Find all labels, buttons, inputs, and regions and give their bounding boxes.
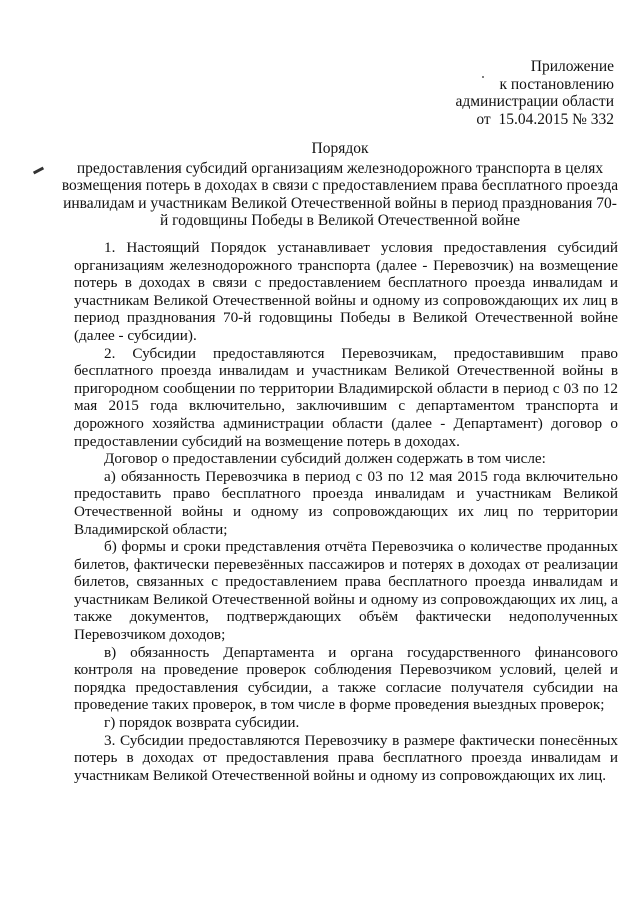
annex-line-3: администрации области (455, 93, 614, 110)
clause-v: в) обязанность Департамента и органа государственного финансового контроля на проведение проверок соблюдения Перевозчиком условий, целей и порядка предоставления субсидии, а также согласие получателя субсидии на проведение таких проверок, в том числе в форме проведения выездных проверок; (74, 643, 618, 714)
paragraph-2-intro: Договор о предоставлении субсидий должен содержать в том числе: (104, 450, 546, 468)
annex-line-4: от 15.04.2015 № 332 (476, 110, 614, 128)
pen-mark (33, 167, 44, 175)
document-title (60, 140, 620, 230)
clause-a: а) обязанность Перевозчика в период с 03 по 12 мая 2015 года включительно предоставить право бесплатного проезда инвалидам и участникам Великой Отечественной войны и одному из сопровождающих их лиц по территории Владимирской области; (74, 467, 618, 538)
annex-block (455, 58, 614, 128)
title-heading: Порядок (311, 140, 369, 157)
document-body (74, 239, 618, 784)
paragraph-3: 3. Субсидии предоставляются Перевозчику в размере фактически понесённых потерь в доходах от предоставления права бесплатного проезда инвалидам и участникам Великой Отечественной войны и одному из сопровождающих их лиц. (74, 731, 618, 784)
paragraph-1: 1. Настоящий Порядок устанавливает условия предоставления субсидий организациям железнодорожного транспорта (далее - Перевозчик) на возмещение потерь в доходах в связи с предоставлением бесплатного проезда инвалидам и участникам Великой Отечественной войны и одному из сопровождающих их лиц в период празднования 70-й годовщины Победы в Великой Отечественной войне (далее - субсидии). (74, 239, 618, 344)
annex-line-2: к постановлению (499, 75, 614, 93)
clause-g: г) порядок возврата субсидии. (104, 714, 300, 732)
annex-line-1: Приложение (530, 58, 614, 75)
clause-b: б) формы и сроки представления отчёта Перевозчика о количестве проданных билетов, фактически перевезённых пассажиров и потерях в доходах от реализации билетов, связанных с предоставлением права бесплатного проезда инвалидам и участникам Великой Отечественной войны и одному из сопровождающих их лиц, а также документов, подтверждающих объём фактически недополученных Перевозчиком доходов; (74, 538, 618, 644)
paragraph-2: 2. Субсидии предоставляются Перевозчикам, предоставившим право бесплатного проезда инвалидам и участникам Великой Отечественной войны в пригородном сообщении по территории Владимирской области в период с 03 по 12 мая 2015 года включительно, заключившим с департаментом транспорта и дорожного хозяйства администрации области (далее - Департамент) договор о предоставлении субсидий на возмещение потерь в доходах. (74, 344, 618, 450)
title-text: предоставления субсидий организациям железнодорожного транспорта в целях возмещения потерь в доходах в связи с предоставлением права бесплатного проезда инвалидам и участникам Великой Отечественной войны в период празднования 70-й годовщины Победы в Великой Отечественной войне (61, 159, 619, 229)
